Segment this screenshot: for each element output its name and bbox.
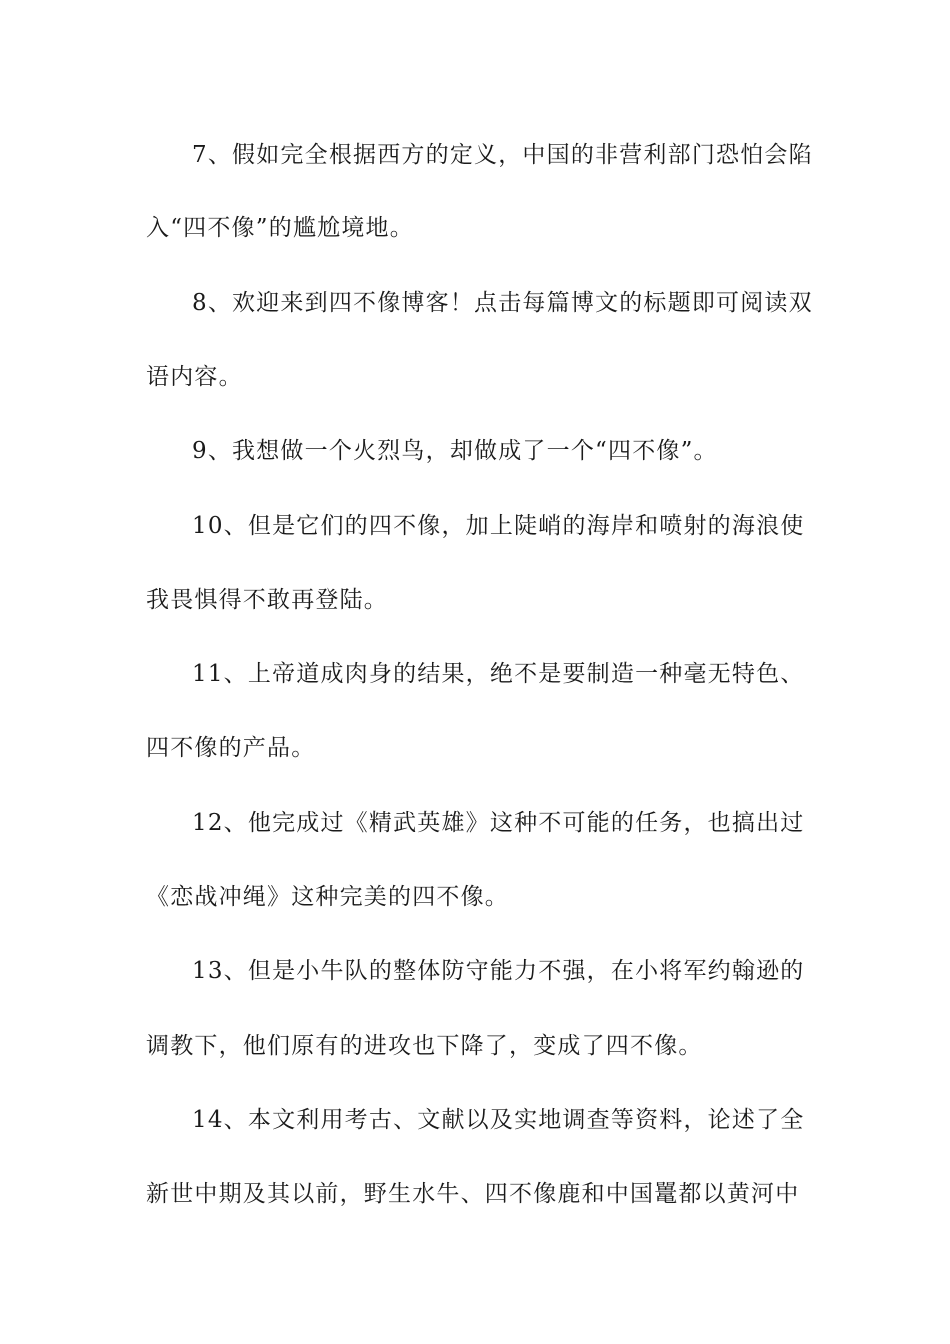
item-8-line-1: 8、欢迎来到四不像博客！点击每篇博文的标题即可阅读双 [192, 290, 813, 316]
item-7-line-1: 7、假如完全根据西方的定义，中国的非营利部门恐怕会陷 [192, 142, 813, 168]
item-12-line-2: 《恋战冲绳》这种完美的四不像。 [146, 884, 509, 910]
item-10-line-1: 10、但是它们的四不像，加上陡峭的海岸和喷射的海浪使 [192, 513, 805, 539]
item-12-line-1: 12、他完成过《精武英雄》这种不可能的任务，也搞出过 [192, 810, 805, 836]
item-7-line-2: 入“四不像”的尴尬境地。 [146, 215, 414, 241]
item-14-line-2: 新世中期及其以前，野生水牛、四不像鹿和中国鼍都以黄河中 [146, 1181, 800, 1207]
item-11-line-2: 四不像的产品。 [146, 735, 316, 761]
item-11-line-1: 11、上帝道成肉身的结果，绝不是要制造一种毫无特色、 [192, 661, 805, 687]
item-13-line-1: 13、但是小牛队的整体防守能力不强，在小将军约翰逊的 [192, 958, 805, 984]
item-14-line-1: 14、本文利用考古、文献以及实地调查等资料，论述了全 [192, 1107, 805, 1133]
item-13-line-2: 调教下，他们原有的进攻也下降了，变成了四不像。 [146, 1033, 703, 1059]
item-9-line-1: 9、我想做一个火烈鸟，却做成了一个“四不像”。 [192, 438, 718, 464]
item-10-line-2: 我畏惧得不敢再登陆。 [146, 587, 388, 613]
item-8-line-2: 语内容。 [146, 364, 243, 390]
